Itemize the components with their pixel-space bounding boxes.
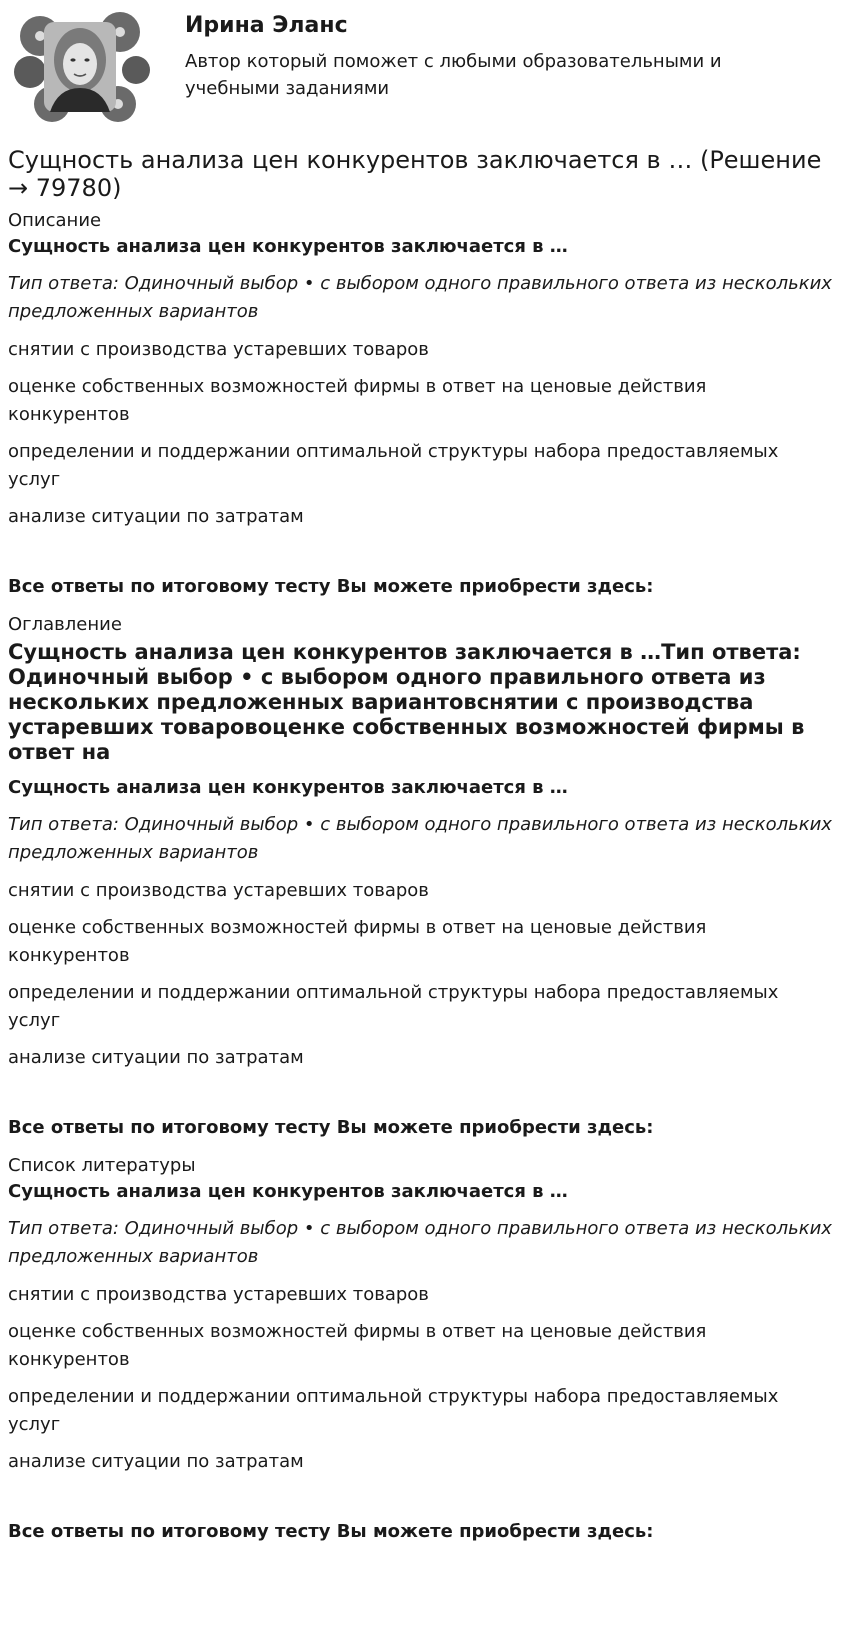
literature-label: Список литературы xyxy=(8,1155,196,1176)
toc-section xyxy=(8,614,839,1139)
answer-option: снятии с производства устаревших товаров xyxy=(8,339,429,360)
answer-option: определении и поддержании оптимальной структуры набора предоставляемых услуг xyxy=(8,441,779,490)
answer-option: снятии с производства устаревших товаров xyxy=(8,880,429,901)
answer-type: Тип ответа: Одиночный выбор • с выбором одного правильного ответа из нескольких предложенных вариантов xyxy=(8,1218,832,1267)
toc-label: Оглавление xyxy=(8,614,122,635)
author-description: Автор который поможет с любыми образовательными и учебными заданиями xyxy=(185,51,722,99)
answer-option: определении и поддержании оптимальной структуры набора предоставляемых услуг xyxy=(8,982,779,1031)
question-title: Сущность анализа цен конкурентов заключается в … xyxy=(8,1181,568,1202)
buy-note: Все ответы по итоговому тесту Вы можете приобрести здесь: xyxy=(8,576,654,597)
answer-option: оценке собственных возможностей фирмы в ответ на ценовые действия конкурентов xyxy=(8,1321,707,1370)
description-label: Описание xyxy=(8,210,102,231)
question-title: Сущность анализа цен конкурентов заключается в … xyxy=(8,236,568,257)
answer-option: определении и поддержании оптимальной структуры набора предоставляемых услуг xyxy=(8,1386,779,1435)
answer-option: оценке собственных возможностей фирмы в ответ на ценовые действия конкурентов xyxy=(8,917,707,966)
answer-type: Тип ответа: Одиночный выбор • с выбором одного правильного ответа из нескольких предложенных вариантов xyxy=(8,273,832,322)
toc-heading: Сущность анализа цен конкурентов заключается в …Тип ответа: Одиночный выбор • с выбором одного правильного ответа из нескольких предложенных вариантовснятии с производства устаревших товаровоценке собственных возможностей фирмы в ответ на xyxy=(8,640,805,764)
answer-option: анализе ситуации по затратам xyxy=(8,1047,304,1068)
page-title: Сущность анализа цен конкурентов заключается в … (Решение → 79780) xyxy=(8,146,822,202)
answer-option: анализе ситуации по затратам xyxy=(8,1451,304,1472)
buy-note: Все ответы по итоговому тесту Вы можете приобрести здесь: xyxy=(8,1117,654,1138)
author-avatar xyxy=(8,8,153,125)
author-name: Ирина Эланс xyxy=(185,13,348,38)
answer-option: оценке собственных возможностей фирмы в ответ на ценовые действия конкурентов xyxy=(8,376,707,425)
answer-type: Тип ответа: Одиночный выбор • с выбором одного правильного ответа из нескольких предложенных вариантов xyxy=(8,814,832,863)
description-section xyxy=(8,210,839,598)
author-block xyxy=(8,0,839,132)
question-title: Сущность анализа цен конкурентов заключается в … xyxy=(8,777,568,798)
answer-option: снятии с производства устаревших товаров xyxy=(8,1284,429,1305)
buy-note: Все ответы по итоговому тесту Вы можете приобрести здесь: xyxy=(8,1521,654,1542)
literature-section xyxy=(8,1155,839,1543)
answer-option: анализе ситуации по затратам xyxy=(8,506,304,527)
